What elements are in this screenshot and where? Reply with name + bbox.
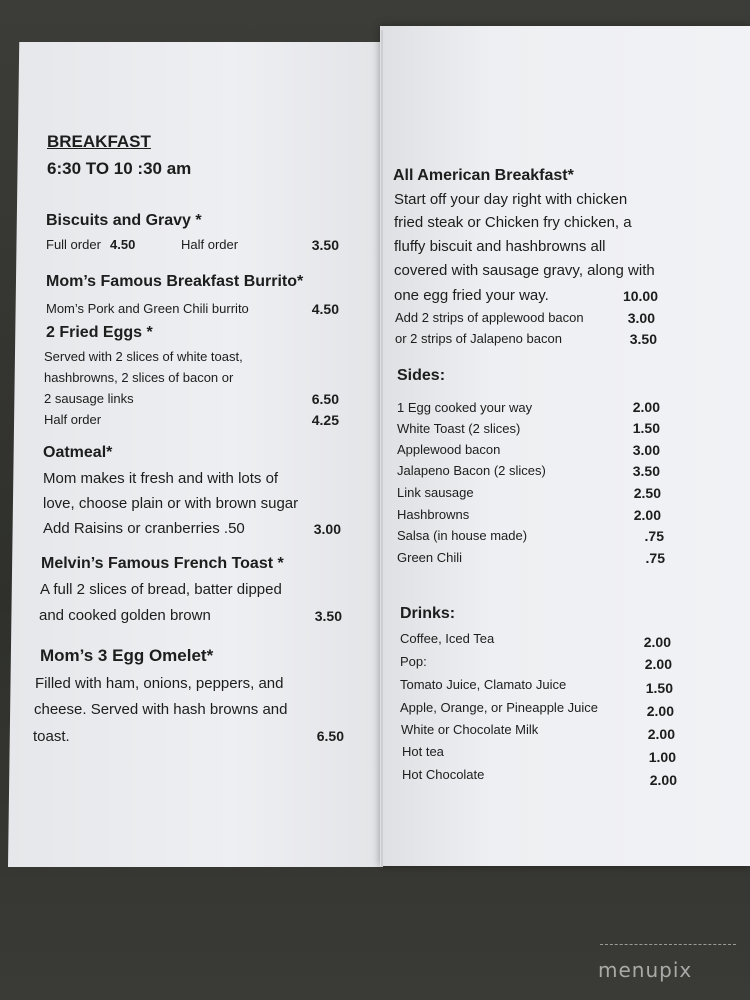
american-desc-3: fluffy biscuit and hashbrowns all — [394, 238, 606, 255]
side-item: Green Chili — [397, 550, 463, 565]
biscuits-half-price: 3.50 — [311, 237, 339, 253]
side-price: 1.50 — [632, 420, 660, 436]
side-price: 3.50 — [632, 463, 660, 479]
drink-item: Hot Chocolate — [402, 767, 485, 782]
drink-item: Tomato Juice, Clamato Juice — [400, 677, 567, 692]
american-desc-2: fried steak or Chicken fry chicken, a — [394, 214, 632, 231]
side-price: .75 — [645, 550, 665, 566]
drink-item: Hot tea — [402, 744, 444, 759]
drink-price: 1.00 — [648, 749, 676, 765]
eggs-desc-2: hashbrowns, 2 slices of bacon or — [44, 370, 234, 385]
american-desc-5: one egg fried your way. — [394, 287, 549, 304]
eggs-desc-3: 2 sausage links — [44, 391, 134, 406]
omelet-desc-2: cheese. Served with hash browns and — [34, 701, 288, 718]
omelet-price: 6.50 — [316, 728, 344, 744]
burrito-name: Mom’s Famous Breakfast Burrito* — [46, 273, 304, 290]
side-price: 3.00 — [632, 442, 660, 458]
biscuits-half-label: Half order — [181, 237, 239, 252]
side-item: Jalapeno Bacon (2 slices) — [397, 463, 546, 478]
american-desc-1: Start off your day right with chicken — [394, 191, 628, 208]
drink-price: 2.00 — [646, 703, 674, 719]
side-item: Applewood bacon — [397, 442, 501, 457]
menu-hours: 6:30 TO 10 :30 am — [47, 159, 192, 178]
eggs-half-label: Half order — [44, 412, 102, 427]
oatmeal-desc-3: Add Raisins or cranberries .50 — [43, 520, 245, 537]
american-addon-1: Add 2 strips of applewood bacon — [395, 310, 584, 325]
drink-price: 1.50 — [645, 680, 673, 696]
side-price: 2.00 — [633, 507, 661, 523]
french-toast-price: 3.50 — [314, 608, 342, 624]
eggs-half-price: 4.25 — [311, 412, 339, 428]
american-price: 10.00 — [622, 288, 658, 304]
french-toast-desc-2: and cooked golden brown — [39, 607, 211, 624]
page-fold — [381, 30, 383, 866]
american-addon-2: or 2 strips of Jalapeno bacon — [395, 331, 562, 346]
omelet-name: Mom’s 3 Egg Omelet* — [40, 646, 214, 665]
biscuits-name: Biscuits and Gravy * — [46, 212, 202, 229]
side-item: Link sausage — [397, 485, 474, 500]
burrito-desc: Mom’s Pork and Green Chili burrito — [46, 301, 249, 316]
eggs-name: 2 Fried Eggs * — [46, 324, 153, 341]
side-price: 2.00 — [632, 399, 660, 415]
omelet-desc-1: Filled with ham, onions, peppers, and — [35, 675, 284, 692]
drink-item: White or Chocolate Milk — [401, 722, 539, 737]
oatmeal-price: 3.00 — [313, 521, 341, 537]
side-item: White Toast (2 slices) — [397, 421, 521, 436]
sides-title: Sides: — [397, 367, 446, 384]
drinks-title: Drinks: — [400, 605, 456, 622]
drink-item: Apple, Orange, or Pineapple Juice — [400, 700, 599, 715]
side-item: Salsa (in house made) — [397, 528, 528, 543]
watermark-rule — [600, 944, 736, 945]
watermark: menupix — [598, 958, 693, 982]
drink-item: Coffee, Iced Tea — [400, 631, 495, 646]
eggs-desc-1: Served with 2 slices of white toast, — [44, 349, 243, 364]
drink-price: 2.00 — [649, 772, 677, 788]
side-price: 2.50 — [633, 485, 661, 501]
menu-title: BREAKFAST — [47, 132, 151, 151]
biscuits-full-price: 4.50 — [110, 237, 136, 252]
drink-price: 2.00 — [647, 726, 675, 742]
american-addon-2-price: 3.50 — [629, 331, 657, 347]
drink-price: 2.00 — [644, 656, 672, 672]
omelet-desc-3: toast. — [33, 728, 70, 745]
oatmeal-name: Oatmeal* — [43, 444, 113, 461]
oatmeal-desc-1: Mom makes it fresh and with lots of — [43, 470, 279, 487]
eggs-price: 6.50 — [311, 391, 339, 407]
american-desc-4: covered with sausage gravy, along with — [394, 262, 655, 279]
american-name: All American Breakfast* — [393, 167, 574, 184]
side-item: Hashbrowns — [397, 507, 470, 522]
side-item: 1 Egg cooked your way — [397, 400, 533, 415]
side-price: .75 — [644, 528, 664, 544]
drink-price: 2.00 — [643, 634, 671, 650]
biscuits-full-label: Full order — [46, 237, 101, 252]
french-toast-desc-1: A full 2 slices of bread, batter dipped — [40, 581, 282, 598]
french-toast-name: Melvin’s Famous French Toast * — [41, 555, 284, 572]
american-addon-1-price: 3.00 — [627, 310, 655, 326]
drink-item: Pop: — [400, 654, 427, 669]
burrito-price: 4.50 — [311, 301, 339, 317]
oatmeal-desc-2: love, choose plain or with brown sugar — [43, 495, 299, 512]
